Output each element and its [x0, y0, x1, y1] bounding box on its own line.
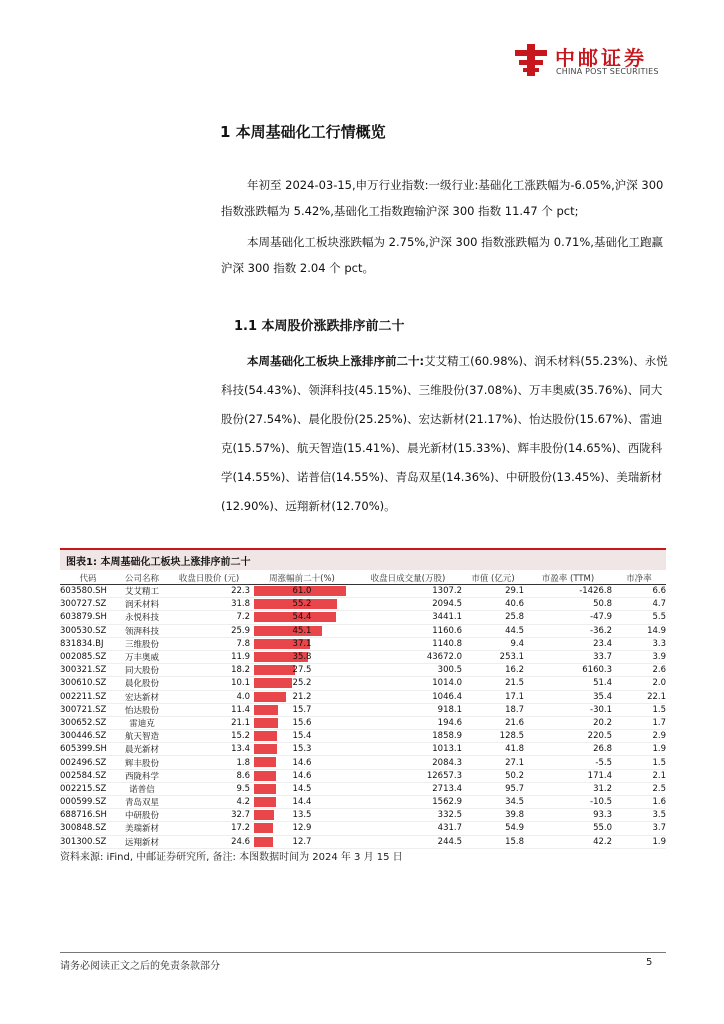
pb-ratio-cell: 1.9 — [612, 835, 666, 848]
subsection-title: 1.1 本周股价涨跌排序前二十 — [234, 319, 405, 334]
pb-ratio-cell: 3.3 — [612, 637, 666, 650]
weekly-change-cell — [250, 743, 354, 756]
weekly-change-cell — [250, 650, 354, 663]
volume-cell: 1013.1 — [354, 743, 462, 756]
pb-ratio-cell: 1.6 — [612, 796, 666, 809]
header-weekly-change: 周涨幅前二十(%) — [250, 572, 354, 585]
pb-ratio-cell: 3.5 — [612, 809, 666, 822]
volume-cell: 3441.1 — [354, 611, 462, 624]
pe-ratio-cell: 220.5 — [524, 730, 612, 743]
weekly-change-cell — [250, 730, 354, 743]
volume-cell: 300.5 — [354, 664, 462, 677]
market-cap-cell: 9.4 — [462, 637, 524, 650]
header-close-price: 收盘日股价 (元) — [168, 572, 250, 585]
market-cap-cell: 29.1 — [462, 585, 524, 598]
volume-cell: 43672.0 — [354, 650, 462, 663]
weekly-change-cell — [250, 796, 354, 809]
weekly-change-cell — [250, 677, 354, 690]
china-post-logo-icon — [513, 42, 549, 78]
weekly-change-value: 54.4 — [292, 612, 312, 623]
market-cap-cell: 17.1 — [462, 690, 524, 703]
pb-ratio-cell: 3.9 — [612, 650, 666, 663]
pe-ratio-cell: 26.8 — [524, 743, 612, 756]
weekly-change-cell — [250, 611, 354, 624]
weekly-change-value: 45.1 — [292, 625, 312, 636]
stock-code-cell: 300530.SZ — [60, 624, 116, 637]
market-cap-cell: 95.7 — [462, 782, 524, 795]
market-cap-cell: 41.8 — [462, 743, 524, 756]
pe-ratio-cell: -30.1 — [524, 703, 612, 716]
company-name-cell: 晨化股份 — [116, 677, 168, 690]
market-cap-cell: 21.6 — [462, 716, 524, 729]
header-code: 代码 — [60, 572, 116, 585]
table-row — [60, 585, 666, 598]
pb-ratio-cell: 2.5 — [612, 782, 666, 795]
weekly-change-cell — [250, 637, 354, 650]
close-price-cell: 4.2 — [168, 796, 250, 809]
volume-cell: 1307.2 — [354, 585, 462, 598]
pb-ratio-cell: 3.7 — [612, 822, 666, 835]
weekly-change-cell — [250, 703, 354, 716]
table-row — [60, 664, 666, 677]
header-pe: 市盈率 (TTM) — [524, 572, 612, 585]
market-cap-cell: 34.5 — [462, 796, 524, 809]
company-name-cell: 三维股份 — [116, 637, 168, 650]
market-cap-cell: 54.9 — [462, 822, 524, 835]
table-body — [60, 585, 666, 849]
table-row — [60, 835, 666, 848]
weekly-change-value: 12.7 — [292, 836, 312, 847]
table-header-row — [60, 572, 666, 585]
table-row — [60, 650, 666, 663]
weekly-change-cell — [250, 809, 354, 822]
close-price-cell: 9.5 — [168, 782, 250, 795]
stock-code-cell: 300721.SZ — [60, 703, 116, 716]
weekly-change-cell — [250, 782, 354, 795]
table-row — [60, 703, 666, 716]
stock-code-cell: 831834.BJ — [60, 637, 116, 650]
market-cap-cell: 40.6 — [462, 598, 524, 611]
company-name-cell: 美瑞新材 — [116, 822, 168, 835]
volume-cell: 1046.4 — [354, 690, 462, 703]
pe-ratio-cell: 50.8 — [524, 598, 612, 611]
weekly-change-value: 37.1 — [292, 638, 312, 649]
stock-code-cell: 000599.SZ — [60, 796, 116, 809]
close-price-cell: 11.4 — [168, 703, 250, 716]
table-row — [60, 769, 666, 782]
close-price-cell: 32.7 — [168, 809, 250, 822]
table-row — [60, 598, 666, 611]
weekly-change-cell — [250, 664, 354, 677]
pb-ratio-cell: 6.6 — [612, 585, 666, 598]
volume-cell: 1014.0 — [354, 677, 462, 690]
top-gainers-lead: 本周基础化工板块上涨排序前二十: — [247, 354, 425, 368]
volume-cell: 1140.8 — [354, 637, 462, 650]
header-market-cap: 市值 (亿元) — [462, 572, 524, 585]
table-row — [60, 677, 666, 690]
volume-cell: 1562.9 — [354, 796, 462, 809]
stock-code-cell: 002215.SZ — [60, 782, 116, 795]
pb-ratio-cell: 2.0 — [612, 677, 666, 690]
volume-cell: 2094.5 — [354, 598, 462, 611]
stock-code-cell: 002085.SZ — [60, 650, 116, 663]
company-name-cell: 中研股份 — [116, 809, 168, 822]
pb-ratio-cell: 14.9 — [612, 624, 666, 637]
pe-ratio-cell: 23.4 — [524, 637, 612, 650]
market-cap-cell: 50.2 — [462, 769, 524, 782]
weekly-change-value: 15.6 — [292, 717, 312, 728]
company-name-cell: 同大股份 — [116, 664, 168, 677]
pe-ratio-cell: -47.9 — [524, 611, 612, 624]
table-row — [60, 611, 666, 624]
company-name-cell: 宏达新材 — [116, 690, 168, 703]
pe-ratio-cell: 6160.3 — [524, 664, 612, 677]
weekly-change-value: 25.2 — [292, 678, 312, 689]
volume-cell: 194.6 — [354, 716, 462, 729]
weekly-change-cell — [250, 769, 354, 782]
pe-ratio-cell: 93.3 — [524, 809, 612, 822]
market-cap-cell: 128.5 — [462, 730, 524, 743]
pb-ratio-cell: 1.5 — [612, 703, 666, 716]
close-price-cell: 24.6 — [168, 835, 250, 848]
footer-divider — [60, 952, 666, 953]
company-logo — [513, 40, 673, 80]
pb-ratio-cell: 2.1 — [612, 769, 666, 782]
market-cap-cell: 27.1 — [462, 756, 524, 769]
pe-ratio-cell: -10.5 — [524, 796, 612, 809]
pe-ratio-cell: 55.0 — [524, 822, 612, 835]
volume-cell: 1160.6 — [354, 624, 462, 637]
market-cap-cell: 25.8 — [462, 611, 524, 624]
market-cap-cell: 16.2 — [462, 664, 524, 677]
logo-chinese-name: 中邮证券 — [555, 46, 647, 70]
stock-code-cell: 300321.SZ — [60, 664, 116, 677]
volume-cell: 2713.4 — [354, 782, 462, 795]
weekly-change-value: 13.5 — [292, 810, 312, 821]
market-cap-cell: 21.5 — [462, 677, 524, 690]
ytd-summary-paragraph: 年初至 2024-03-15,申万行业指数:一级行业:基础化工涨跌幅为-6.05%,沪深 300 指数涨跌幅为 5.42%,基础化工指数跑输沪深 300 指数 11.47 个 pct; — [221, 178, 664, 218]
stock-code-cell: 688716.SH — [60, 809, 116, 822]
pe-ratio-cell: 31.2 — [524, 782, 612, 795]
pb-ratio-cell: 1.5 — [612, 756, 666, 769]
company-name-cell: 远翔新材 — [116, 835, 168, 848]
pb-ratio-cell: 2.6 — [612, 664, 666, 677]
stock-code-cell: 002496.SZ — [60, 756, 116, 769]
market-cap-cell: 15.8 — [462, 835, 524, 848]
figure-title-bar — [60, 548, 666, 570]
weekly-change-value: 14.6 — [292, 757, 312, 768]
table-row — [60, 624, 666, 637]
figure-source-note: 资料来源: iFind, 中邮证券研究所, 备注: 本图数据时间为 2024 年 3 月 15 日 — [60, 852, 403, 863]
top-gainers-paragraph — [221, 347, 669, 521]
pe-ratio-cell: -36.2 — [524, 624, 612, 637]
stock-code-cell: 603580.SH — [60, 585, 116, 598]
logo-english-name: CHINA POST SECURITIES — [556, 67, 659, 76]
volume-cell: 1858.9 — [354, 730, 462, 743]
pe-ratio-cell: 171.4 — [524, 769, 612, 782]
weekly-change-cell — [250, 598, 354, 611]
company-name-cell: 永悦科技 — [116, 611, 168, 624]
header-volume: 收盘日成交量(万股) — [354, 572, 462, 585]
weekly-summary-paragraph: 本周基础化工板块涨跌幅为 2.75%,沪深 300 指数涨跌幅为 0.71%,基础化工跑赢沪深 300 指数 2.04 个 pct。 — [221, 235, 663, 275]
volume-cell: 332.5 — [354, 809, 462, 822]
pb-ratio-cell: 2.9 — [612, 730, 666, 743]
pe-ratio-cell: 33.7 — [524, 650, 612, 663]
pe-ratio-cell: 20.2 — [524, 716, 612, 729]
weekly-change-cell — [250, 624, 354, 637]
company-name-cell: 青岛双星 — [116, 796, 168, 809]
table-row — [60, 822, 666, 835]
top-gainers-list: 艾艾精工(60.98%)、润禾材料(55.23%)、永悦科技(54.43%)、领湃科技(45.15%)、三维股份(37.08%)、万丰奥威(35.76%)、同大股份(27.54%)、晨化股份(25.25%)、宏达新材(21.17%)、怡达股份(15.67%)、雷迪克(15.57%)、航天智造(15.41%)、晨光新材(15.33%)、辉丰股份(14.65%)、西陇科学(14.55%)、诺普信(14.55%)、青岛双星(14.36%)、中研股份(13.45%)、美瑞新材(12.90%)、远翔新材(12.70%)。 — [221, 354, 668, 513]
volume-cell: 12657.3 — [354, 769, 462, 782]
weekly-change-cell — [250, 756, 354, 769]
close-price-cell: 17.2 — [168, 822, 250, 835]
weekly-change-value: 15.7 — [292, 704, 312, 715]
close-price-cell: 18.2 — [168, 664, 250, 677]
close-price-cell: 22.3 — [168, 585, 250, 598]
stock-code-cell: 300610.SZ — [60, 677, 116, 690]
close-price-cell: 10.1 — [168, 677, 250, 690]
market-cap-cell: 253.1 — [462, 650, 524, 663]
close-price-cell: 7.8 — [168, 637, 250, 650]
weekly-change-value: 14.5 — [292, 783, 312, 794]
close-price-cell: 7.2 — [168, 611, 250, 624]
header-name: 公司名称 — [116, 572, 168, 585]
table-row — [60, 796, 666, 809]
table-row — [60, 743, 666, 756]
stock-code-cell: 301300.SZ — [60, 835, 116, 848]
pb-ratio-cell: 22.1 — [612, 690, 666, 703]
company-name-cell: 晨光新材 — [116, 743, 168, 756]
stock-code-cell: 300652.SZ — [60, 716, 116, 729]
company-name-cell: 航天智造 — [116, 730, 168, 743]
page-number: 5 — [646, 957, 653, 968]
close-price-cell: 4.0 — [168, 690, 250, 703]
volume-cell: 918.1 — [354, 703, 462, 716]
table-row — [60, 637, 666, 650]
close-price-cell: 15.2 — [168, 730, 250, 743]
weekly-change-value: 14.6 — [292, 770, 312, 781]
table-row — [60, 756, 666, 769]
pe-ratio-cell: 51.4 — [524, 677, 612, 690]
weekly-change-value: 15.4 — [292, 731, 312, 742]
company-name-cell: 诺普信 — [116, 782, 168, 795]
stock-code-cell: 603879.SH — [60, 611, 116, 624]
weekly-change-value: 14.4 — [292, 797, 312, 808]
footer-disclaimer: 请务必阅读正文之后的免责条款部分 — [60, 961, 220, 972]
weekly-change-value: 61.0 — [292, 586, 312, 597]
close-price-cell: 1.8 — [168, 756, 250, 769]
top-gainers-table — [60, 572, 666, 849]
volume-cell: 431.7 — [354, 822, 462, 835]
close-price-cell: 8.6 — [168, 769, 250, 782]
table-row — [60, 690, 666, 703]
weekly-change-value: 15.3 — [292, 744, 312, 755]
table-row — [60, 782, 666, 795]
weekly-change-value: 55.2 — [292, 599, 312, 610]
table-row — [60, 730, 666, 743]
weekly-change-cell — [250, 585, 354, 598]
pe-ratio-cell: 42.2 — [524, 835, 612, 848]
close-price-cell: 21.1 — [168, 716, 250, 729]
market-cap-cell: 18.7 — [462, 703, 524, 716]
stock-code-cell: 300848.SZ — [60, 822, 116, 835]
company-name-cell: 艾艾精工 — [116, 585, 168, 598]
close-price-cell: 25.9 — [168, 624, 250, 637]
weekly-change-value: 27.5 — [292, 665, 312, 676]
company-name-cell: 润禾材料 — [116, 598, 168, 611]
company-name-cell: 辉丰股份 — [116, 756, 168, 769]
weekly-change-value: 35.8 — [292, 652, 312, 663]
pb-ratio-cell: 5.5 — [612, 611, 666, 624]
close-price-cell: 31.8 — [168, 598, 250, 611]
close-price-cell: 11.9 — [168, 650, 250, 663]
stock-code-cell: 605399.SH — [60, 743, 116, 756]
weekly-change-cell — [250, 716, 354, 729]
company-name-cell: 万丰奥威 — [116, 650, 168, 663]
section-title: 1 本周基础化工行情概览 — [220, 123, 386, 141]
figure-title: 图表1: 本周基础化工板块上涨排序前二十 — [66, 557, 251, 568]
pb-ratio-cell: 1.7 — [612, 716, 666, 729]
close-price-cell: 13.4 — [168, 743, 250, 756]
company-name-cell: 雷迪克 — [116, 716, 168, 729]
stock-code-cell: 300446.SZ — [60, 730, 116, 743]
stock-code-cell: 002211.SZ — [60, 690, 116, 703]
company-name-cell: 西陇科学 — [116, 769, 168, 782]
pe-ratio-cell: -1426.8 — [524, 585, 612, 598]
volume-cell: 2084.3 — [354, 756, 462, 769]
pb-ratio-cell: 1.9 — [612, 743, 666, 756]
weekly-change-cell — [250, 690, 354, 703]
table-row — [60, 716, 666, 729]
volume-cell: 244.5 — [354, 835, 462, 848]
stock-code-cell: 002584.SZ — [60, 769, 116, 782]
weekly-change-value: 12.9 — [292, 823, 312, 834]
pe-ratio-cell: -5.5 — [524, 756, 612, 769]
stock-code-cell: 300727.SZ — [60, 598, 116, 611]
pb-ratio-cell: 4.7 — [612, 598, 666, 611]
market-cap-cell: 44.5 — [462, 624, 524, 637]
pe-ratio-cell: 35.4 — [524, 690, 612, 703]
company-name-cell: 怡达股份 — [116, 703, 168, 716]
weekly-change-value: 21.2 — [292, 691, 312, 702]
table-row — [60, 809, 666, 822]
header-pb: 市净率 — [612, 572, 666, 585]
market-cap-cell: 39.8 — [462, 809, 524, 822]
company-name-cell: 领湃科技 — [116, 624, 168, 637]
weekly-change-cell — [250, 822, 354, 835]
weekly-change-cell — [250, 835, 354, 848]
